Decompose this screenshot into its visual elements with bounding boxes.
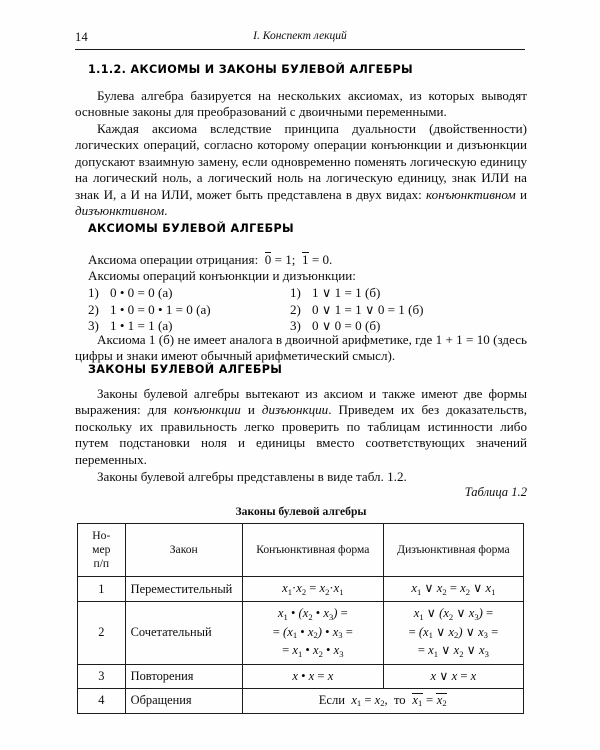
table-row [78, 688, 524, 713]
cell-conjunctive-formula: $x_1$ • ($x_2$ • $x_3$) = = ($x_1$ • $x_2$) • $x_3$ = = $x_1$ • $x_2$ • $x_3$ [242, 602, 383, 665]
cell-row-number: 2 [78, 602, 126, 665]
cell-disjunctive-formula: $x_1$ ∨ ($x_2$ ∨ $x_3$) = = ($x_1$ ∨ $x_2$) ∨ $x_3$ = = $x_1$ ∨ $x_2$ ∨ $x_3$ [383, 602, 523, 665]
emphasis-disjunctive-form: дизъюнктивном [75, 203, 165, 219]
axiom-conj-disj-label: Аксиомы операций конъюнкции и дизъюнкции: [88, 268, 356, 283]
paragraph-table-reference [75, 469, 527, 485]
column-header-law: Закон [125, 524, 242, 577]
inversion-middle: то [393, 692, 406, 707]
emphasis-conjunctive-form: конъюнктивном [426, 186, 516, 202]
axiom-expression: 0 ∨ 0 = 0 (б) [312, 318, 381, 334]
paragraph-duality-period: . [164, 203, 168, 219]
table-header [78, 524, 524, 577]
paragraph-laws [75, 386, 527, 468]
cell-row-number: 3 [78, 664, 126, 688]
table-row [78, 577, 524, 602]
section-heading-laws: ЗАКОНЫ БУЛЕВОЙ АЛГЕБРЫ [88, 363, 283, 376]
paragraph-laws-text: Законы булевой алгебры вытекают из аксиом и также имеют две формы выражения: для [75, 386, 527, 418]
column-header-conjunctive: Конъюнктивная форма [242, 524, 383, 577]
emphasis-disjunction: дизъюнкции [261, 402, 329, 418]
axiom-number: 1) [290, 285, 301, 300]
axiom-number: 3) [290, 318, 301, 334]
table-row [78, 602, 524, 665]
axiom-negation-line [88, 252, 332, 268]
axiom-expression: 1 ∨ 1 = 1 (б) [312, 285, 381, 300]
emphasis-conjunction: конъюнкции [173, 402, 241, 418]
axiom-note [75, 332, 527, 365]
axiom-number: 2) [88, 301, 99, 317]
negated-zero: 0 [264, 252, 272, 267]
axiom-expression: 0 ∨ 1 = 1 ∨ 0 = 1 (б) [312, 301, 424, 317]
cell-law-name: Обращения [125, 688, 242, 713]
table-row [78, 664, 524, 688]
column-header-number-line3: п/п [93, 557, 110, 570]
header-rule [75, 49, 525, 50]
table-body [78, 577, 524, 714]
negated-one: 1 [301, 252, 309, 267]
negation-zero-value: = 1; [274, 252, 296, 267]
cell-conjunctive-formula: $x_1\cdot x_2 = x_2\cdot x_1$ [242, 577, 383, 602]
cell-conjunctive-formula: x • x = x [242, 664, 383, 688]
column-header-disjunctive: Дизъюнктивная форма [383, 524, 523, 577]
table-header-row [78, 524, 524, 577]
axiom-item [290, 285, 424, 302]
running-title: I. Конспект лекций [253, 30, 347, 42]
inversion-prefix: Если [318, 692, 346, 707]
axiom-note-text: Аксиома 1 (б) не имеет аналога в двоичной арифметике, где 1 + 1 = 10 (здесь цифры и знаки имеют обычный арифметический смысл). [75, 332, 527, 364]
axiom-item [290, 302, 424, 319]
conjunction-word: и [515, 186, 528, 202]
paragraph-duality-text: Каждая аксиома вследствие принципа дуальности (двойственности) логических операций, согласно которому операции конъюнкции и дизъюнкции допускают взаимную замену, если одновременно поменять логическую единицу на логический ноль, а логический ноль на логическую единицу, знак ИЛИ на знак И, а И на ИЛИ, может быть представлена в двух видах: [75, 121, 527, 202]
paragraph-intro-text: Булева алгебра базируется на нескольких аксиомах, из которых выводят основные законы для преобразований с двоичными переменными. [75, 88, 527, 120]
paragraph-duality [75, 121, 527, 219]
page-number: 14 [75, 30, 88, 44]
section-heading-axioms: АКСИОМЫ БУЛЕВОЙ АЛГЕБРЫ [88, 222, 294, 235]
paragraph-laws-tail: . Приведем их без доказательств, поскольку их правильность легко проверить по таблицам истинности либо путем подстановки ноля и единицы вместо соответствующих значений переменных. [75, 402, 527, 467]
axiom-negation-label: Аксиома операции отрицания: [88, 252, 259, 267]
axiom-list-conjunctive [88, 285, 211, 335]
axiom-expression: 1 • 0 = 0 • 1 = 0 (а) [110, 301, 211, 317]
axiom-item [88, 302, 211, 319]
cell-law-name: Повторения [125, 664, 242, 688]
laws-table [77, 523, 524, 714]
column-header-number-line2: мер [92, 543, 111, 556]
cell-law-name: Переместительный [125, 577, 242, 602]
cell-inversion-formula: Если $x_1 = x_2$, то $x_1 = x_2$ [242, 688, 523, 713]
cell-disjunctive-formula: x ∨ x = x [383, 664, 523, 688]
cell-disjunctive-formula: $x_1$ ∨ $x_2 = x_2$ ∨ $x_1$ [383, 577, 523, 602]
axiom-number: 2) [290, 301, 301, 317]
section-heading-main: 1.1.2. АКСИОМЫ И ЗАКОНЫ БУЛЕВОЙ АЛГЕБРЫ [88, 63, 413, 76]
paragraph-intro [75, 88, 527, 121]
axiom-number: 3) [88, 318, 99, 334]
axiom-number: 1) [88, 285, 99, 300]
column-header-number-line1: Но- [92, 529, 111, 542]
axiom-expression: 0 • 0 = 0 (а) [110, 285, 173, 300]
table-title: Законы булевой алгебры [235, 505, 367, 518]
column-header-number [78, 524, 126, 577]
axiom-item [88, 285, 211, 302]
axiom-list-disjunctive [290, 285, 424, 335]
paragraph-table-reference-text: Законы булевой алгебры представлены в виде табл. 1.2. [97, 469, 407, 484]
running-head [75, 30, 525, 48]
table-number-label: Таблица 1.2 [464, 485, 527, 499]
cell-row-number: 4 [78, 688, 126, 713]
conjunction-word-2: и [240, 402, 262, 418]
cell-law-name: Сочетательный [125, 602, 242, 665]
negation-one-value: = 0. [311, 252, 333, 267]
cell-row-number: 1 [78, 577, 126, 602]
axiom-expression: 1 • 1 = 1 (а) [110, 318, 173, 334]
